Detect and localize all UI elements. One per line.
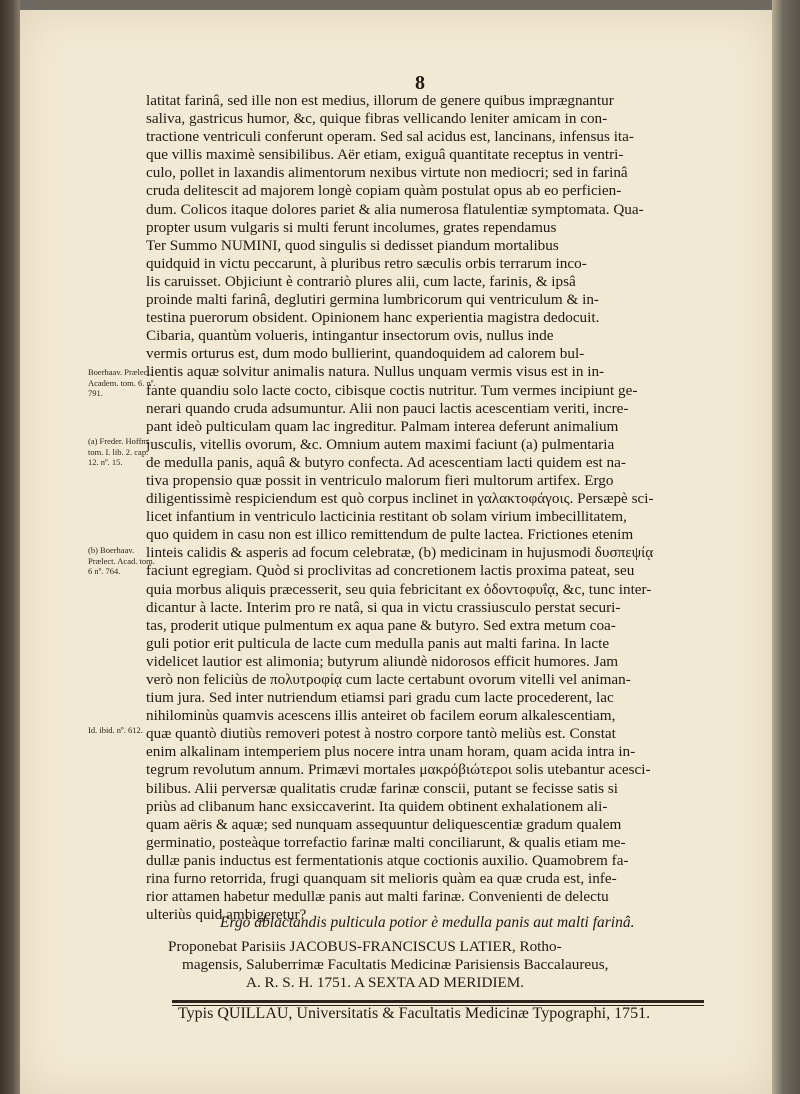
body-text [146,92,711,924]
page-number: 8 [415,72,425,94]
text-line: cruda delitescit ad majorem longè copiam quàm postulat opus ab eo perficien- [146,182,622,200]
text-line: proinde malti farinâ, deglutiri germina lumbricorum qui ventriculum & in- [146,291,599,309]
printer-imprint: Typis QUILLAU, Universitatis & Facultatis Medicinæ Typographi, 1751. [178,1005,651,1022]
text-line: tium jura. Sed inter nutriendum etiamsi pari gradu cum lacte procederent, lac [146,689,614,707]
text-line: diligentissimè respiciendum est quò corpus inclinet in γαλακτοφάγοις. Persæpè sci- [146,490,654,508]
text-line: linteis calidis & asperis ad focum celebratæ, (b) medicinam in hujusmodi δυσπεψίᾳ [146,544,654,562]
text-line: tiva propensio quæ possit in ventriculo malorum fieri multorum artifex. Ergo [146,471,614,489]
text-line: que villis maximè sensibilibus. Aër etiam, exiguâ quantitate receptus in ventri- [146,146,624,164]
text-line: quo quidem in casu non est illico remittendum de pulte lactea. Frictiones etenim [146,526,634,544]
text-line: tas, proderit utique pulmentum ex aqua pane & butyro. Sed extra metum coa- [146,616,616,634]
text-line: pant ideò pulticulam quam lac ingreditur. Palmam interea deferunt animalium [146,417,619,435]
proposition-block [168,938,718,992]
book-page-edges [772,0,800,1094]
rule-thick [172,1000,704,1003]
text-line: jusculis, vitellis ovorum, &c. Omnium autem maximi faciunt (a) pulmentaria [146,435,615,453]
text-line: priùs ad clibanum hanc exsiccaverint. Ita quidem obtinent exhalationem ali- [146,797,608,815]
text-line: enim alkalinam intemperiem plus nocere intra unam horam, quam acida intra in- [146,743,636,761]
text-line: fante quandiu solo lacte cocto, cibisque coctis nutritur. Tum vermes incipiunt ge- [146,381,638,399]
text-line: de medulla panis, aquâ & butyro confecta. Ad acescentiam lacti quidem est na- [146,453,626,471]
text-line: verò non feliciùs de πολυτροφίᾳ cum lacte certabunt ovorum vitelli vel animan- [146,671,631,688]
text-line: lis caruisset. Objiciunt è contrariò plures alii, cum lacte, farinis, & ipsâ [146,272,576,290]
margin-note: Boerhaav. Prælect. Academ. tom. 6. nº. 791. [88,367,156,398]
text-line: testina puerorum obsident. Opinionem hanc experientia magistra dedocuit. [146,309,600,327]
text-line: ulteriùs quid ambigeretur? [146,906,307,924]
margin-note: Id. ibid. nº. 612. [88,725,143,735]
text-line: guli potior erit pulticula de lacte cum medulla panis aut malti farina. In lacte [146,634,610,652]
text-line: germinatio, posteàque torrefactio farinæ malti conciliarunt, & qualis etiam me- [146,833,626,851]
text-line: quidquid in victu peccarunt, à pluribus retro sæculis orbis terrarum inco- [146,254,587,272]
text-line: bilibus. Alii perversæ qualitatis crudæ farinæ conscii, putant se fecisse satis si [146,779,618,797]
conclusion-heading: Ergò ablactandis pulticula potior è medulla panis aut malti farinâ. [220,914,635,931]
book-spine [0,0,20,1094]
text-line: faciunt egregiam. Quòd si proclivitas ad concretionem lactis proxima pateat, seu [146,562,635,580]
text-line: videlicet lautior est alimonia; butyrum aliundè nidorosos efficit humores. Jam [146,652,619,670]
text-line: tegrum revolutum annum. Primævi mortales μακρόβιώτεροι solis utebantur acesci- [146,761,651,779]
text-line: nerari quando cruda adsumuntur. Alii non pauci lactis acescentiam veriti, incre- [146,399,629,417]
text-line: culo, pollet in laxandis alimentorum nexibus virtute non mediocri; sed in farinâ [146,164,628,182]
proposition-line: A. R. S. H. 1751. A SEXTA AD MERIDIEM. [246,974,525,991]
text-line: dum. Colicos itaque dolores pariet & alia numerosa flatulentiæ symptomata. Qua- [146,200,644,218]
proposition-line: magensis, Saluberrimæ Facultatis Medicinæ Parisiensis Baccalaureus, [182,956,609,973]
text-line: rina furno retorrida, frugi quanquam sit melioris quàm ea quæ cruda est, infe- [146,870,617,888]
margin-note: (a) Freder. Hoffm. tom. I. lib. 2. cap. 12. nº. 15. [88,436,151,467]
text-line: vermis orturus est, dum modo bullierint, quandoquidem ad calorem bul- [146,345,585,363]
text-line: dullæ panis inductus est fermentationis atque coctionis auxilio. Quamobrem fa- [146,851,629,869]
text-line: latitat farinâ, sed ille non est medius, illorum de genere quibus imprægnantur [146,92,614,109]
text-line: tractione ventriculi conferunt operam. Sed sal acidus est, lancinans, infensus ita- [146,128,634,146]
text-line: quæ quantò diutiùs removeri potest à nostro corpore tantò meliùs est. Constat [146,725,616,743]
text-line: lientis aquæ solvitur animalis natura. Nullus unquam vermis visus est in in- [146,363,605,381]
proposition-line: Proponebat Parisiis JACOBUS-FRANCISCUS LATIER, Rotho- [168,938,562,955]
text-line: propter usum vulgaris si multi ferunt incolumes, grates rependamus [146,218,557,236]
text-line: dicantur à lacte. Interim pro re natâ, si qua in victu crassiusculo perstat securi- [146,598,621,616]
margin-note: (b) Boerhaav. Prælect. Acad. tom. 6 nº. 764. [88,545,155,576]
text-line: quia morbus aliquis præcesserit, seu quia febricitant ex ὀδοντοφυΐᾳ, &c, tunc inter- [146,580,652,598]
text-line: Cibaria, quantùm volueris, intingantur insectorum ovis, nullus inde [146,327,554,345]
text-line: rior attamen habetur medullæ panis aut malti farinæ. Convenienti de delectu [146,888,609,906]
text-line: saliva, gastricus humor, &c, quique fibras vellicando leniter amicam in con- [146,110,608,128]
text-line: Ter Summo NUMINI, quod singulis si dedisset piandum mortalibus [146,236,559,254]
text-line: licet infantium in ventriculo lacticinia restitant ob solam virium imbecillitatem, [146,508,627,526]
text-line: quam aëris & aquæ; sed nunquam assequuntur deliquescentiæ gradum qualem [146,815,622,833]
text-line: nihilominùs quamvis acescens illis anteiret ob facilem eorum alkalescentiam, [146,707,616,725]
